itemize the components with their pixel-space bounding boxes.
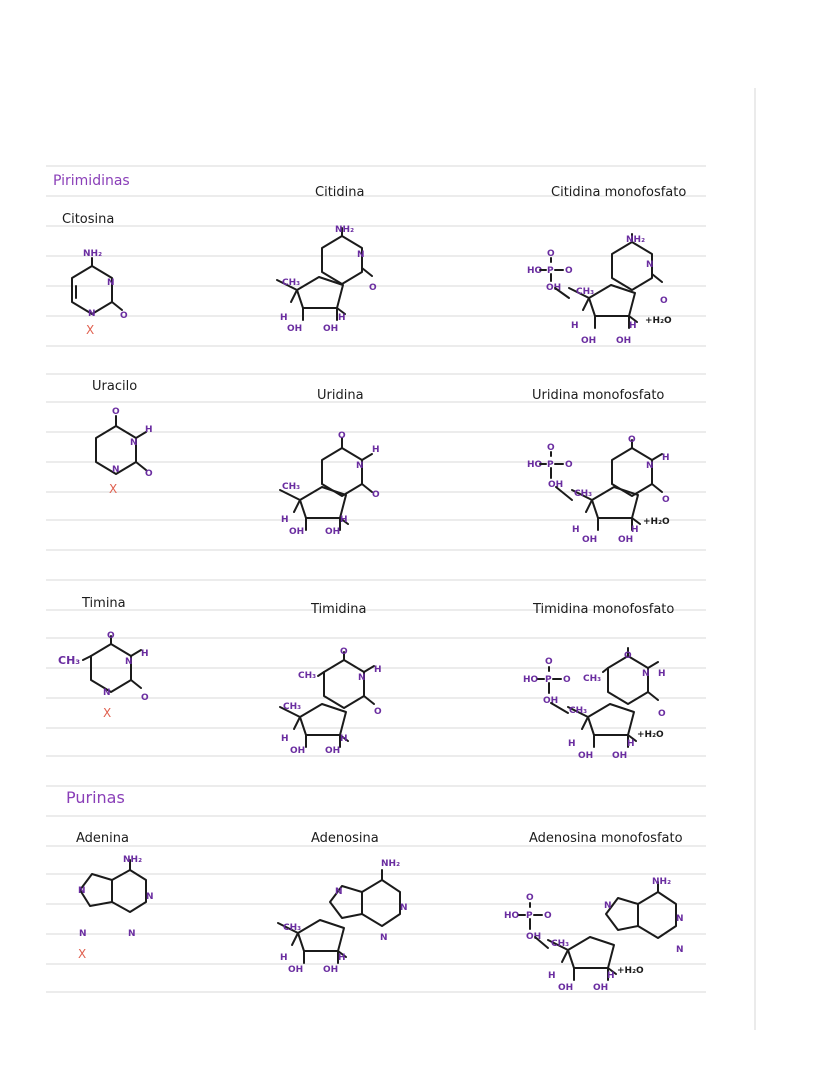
svg-text:H: H (629, 321, 637, 331)
svg-text:P: P (545, 675, 552, 685)
svg-text:N: N (79, 929, 87, 939)
svg-text:H: H (607, 971, 615, 981)
svg-text:OH: OH (578, 751, 594, 761)
svg-text:N: N (380, 933, 388, 943)
svg-text:N: N (88, 309, 96, 319)
section-title-pyrimidines: Pirimidinas (53, 173, 130, 189)
svg-text:HO: HO (523, 675, 539, 685)
svg-text:H: H (338, 953, 346, 963)
nucleoside-name-adenosina: Adenosina (311, 831, 379, 846)
svg-text:OH: OH (543, 696, 559, 706)
svg-text:N: N (646, 461, 654, 471)
svg-text:H: H (340, 734, 348, 744)
section-title-purines: Purinas (66, 788, 125, 807)
svg-text:N: N (646, 260, 654, 270)
nucleoside-name-citidina: Citidina (315, 185, 365, 200)
svg-text:X: X (109, 482, 118, 496)
base-name-timina: Timina (82, 596, 126, 611)
structure-timina (58, 631, 149, 720)
base-name-uracilo: Uracilo (92, 379, 138, 394)
svg-text:OH: OH (526, 932, 542, 942)
svg-text:H: H (372, 445, 380, 455)
svg-text:N: N (400, 903, 408, 913)
svg-text:H: H (662, 453, 670, 463)
structure-adenina (78, 855, 154, 961)
svg-text:NH₂: NH₂ (83, 249, 103, 259)
svg-text:OH: OH (612, 751, 628, 761)
svg-text:O: O (545, 657, 553, 667)
svg-text:H: H (631, 525, 639, 535)
svg-text:NH₂: NH₂ (123, 855, 143, 865)
svg-text:O: O (658, 709, 666, 719)
svg-text:OH: OH (323, 965, 339, 975)
svg-text:OH: OH (548, 480, 564, 490)
svg-text:O: O (107, 631, 115, 641)
svg-text:H: H (280, 953, 288, 963)
svg-text:CH₃: CH₃ (283, 923, 302, 933)
svg-text:O: O (563, 675, 571, 685)
svg-text:N: N (78, 886, 86, 896)
svg-text:O: O (112, 407, 120, 417)
svg-text:OH: OH (289, 527, 305, 537)
svg-text:CH₃: CH₃ (551, 939, 570, 949)
svg-text:OH: OH (325, 746, 341, 756)
structure-adenosina-monofosfato (504, 877, 684, 993)
svg-text:O: O (544, 911, 552, 921)
svg-text:OH: OH (546, 283, 562, 293)
svg-text:H: H (571, 321, 579, 331)
svg-text:O: O (338, 431, 346, 441)
svg-text:OH: OH (323, 324, 339, 334)
svg-text:HO: HO (527, 266, 543, 276)
svg-text:OH: OH (325, 527, 341, 537)
svg-text:H: H (338, 313, 346, 323)
svg-text:O: O (369, 283, 377, 293)
structure-uridina (280, 431, 380, 537)
svg-text:H: H (374, 665, 382, 675)
svg-text:O: O (660, 296, 668, 306)
svg-text:CH₃: CH₃ (574, 489, 593, 499)
nucleotide-name-timidina-monofosfato: Timidina monofosfato (533, 602, 675, 617)
svg-text:H: H (568, 739, 576, 749)
svg-text:O: O (628, 435, 636, 445)
nucleotide-name-citidina-monofosfato: Citidina monofosfato (551, 185, 687, 200)
svg-text:N: N (642, 669, 650, 679)
svg-text:H: H (280, 313, 288, 323)
svg-text:N: N (676, 945, 684, 955)
base-name-citosina: Citosina (62, 212, 115, 227)
svg-text:CH₃: CH₃ (569, 706, 588, 716)
svg-text:N: N (130, 438, 138, 448)
svg-text:HO: HO (504, 911, 520, 921)
svg-text:X: X (86, 323, 95, 337)
svg-text:H: H (548, 971, 556, 981)
svg-text:OH: OH (290, 746, 306, 756)
svg-text:H: H (141, 649, 149, 659)
svg-text:N: N (146, 892, 154, 902)
svg-text:O: O (374, 707, 382, 717)
svg-text:N: N (125, 657, 133, 667)
structure-timidina (280, 647, 382, 756)
svg-text:CH₃: CH₃ (583, 674, 602, 684)
svg-text:H: H (627, 739, 635, 749)
svg-text:OH: OH (582, 535, 598, 545)
nucleoside-name-timidina: Timidina (311, 602, 367, 617)
structure-citosina (72, 249, 128, 337)
nucleotide-name-uridina-monofosfato: Uridina monofosfato (532, 388, 665, 403)
svg-text:+H₂O: +H₂O (637, 730, 664, 740)
svg-text:NH₂: NH₂ (626, 235, 646, 245)
svg-text:NH₂: NH₂ (335, 225, 355, 235)
svg-text:OH: OH (618, 535, 634, 545)
svg-text:N: N (358, 673, 366, 683)
svg-text:H: H (658, 669, 666, 679)
svg-text:X: X (103, 706, 112, 720)
structure-uracilo (96, 407, 153, 496)
svg-text:O: O (141, 693, 149, 703)
structure-uridina-monofosfato (527, 435, 670, 545)
svg-text:H: H (572, 525, 580, 535)
svg-text:N: N (335, 887, 343, 897)
svg-text:OH: OH (288, 965, 304, 975)
svg-text:O: O (547, 249, 555, 259)
svg-text:N: N (107, 278, 115, 288)
nucleotide-name-adenosina-monofosfato: Adenosina monofosfato (529, 831, 683, 846)
svg-text:H: H (145, 425, 153, 435)
svg-text:H: H (340, 515, 348, 525)
svg-text:OH: OH (593, 983, 609, 993)
base-name-adenina: Adenina (76, 831, 129, 846)
svg-text:O: O (526, 893, 534, 903)
svg-text:NH₂: NH₂ (652, 877, 672, 887)
svg-text:O: O (120, 311, 128, 321)
structure-timidina-monofosfato (523, 648, 666, 761)
svg-text:O: O (624, 651, 632, 661)
svg-text:OH: OH (616, 336, 632, 346)
svg-text:N: N (676, 914, 684, 924)
svg-text:CH₃: CH₃ (58, 654, 81, 667)
svg-text:O: O (662, 495, 670, 505)
svg-text:N: N (112, 465, 120, 475)
svg-text:H: H (281, 734, 289, 744)
svg-text:X: X (78, 947, 87, 961)
svg-text:O: O (372, 490, 380, 500)
svg-text:CH₃: CH₃ (282, 278, 301, 288)
svg-text:O: O (565, 460, 573, 470)
svg-text:O: O (145, 469, 153, 479)
svg-text:+H₂O: +H₂O (645, 316, 672, 326)
svg-text:+H₂O: +H₂O (617, 966, 644, 976)
svg-text:N: N (604, 901, 612, 911)
svg-text:N: N (128, 929, 136, 939)
svg-text:O: O (340, 647, 348, 657)
svg-text:P: P (526, 911, 533, 921)
svg-text:CH₃: CH₃ (282, 482, 301, 492)
svg-text:O: O (565, 266, 573, 276)
svg-text:OH: OH (287, 324, 303, 334)
svg-text:N: N (357, 250, 365, 260)
svg-text:N: N (103, 688, 111, 698)
structure-adenosina (278, 859, 408, 975)
structure-citidina-monofosfato (527, 234, 672, 346)
svg-text:OH: OH (558, 983, 574, 993)
svg-text:+H₂O: +H₂O (643, 517, 670, 527)
svg-text:CH₃: CH₃ (283, 702, 302, 712)
svg-text:P: P (547, 266, 554, 276)
svg-text:HO: HO (527, 460, 543, 470)
svg-text:OH: OH (581, 336, 597, 346)
svg-text:CH₃: CH₃ (298, 671, 317, 681)
svg-text:N: N (356, 461, 364, 471)
svg-text:H: H (281, 515, 289, 525)
nucleoside-name-uridina: Uridina (317, 388, 364, 403)
svg-text:O: O (547, 443, 555, 453)
svg-text:CH₃: CH₃ (576, 287, 595, 297)
svg-text:NH₂: NH₂ (381, 859, 401, 869)
svg-text:P: P (547, 460, 554, 470)
structure-citidina (277, 225, 377, 334)
